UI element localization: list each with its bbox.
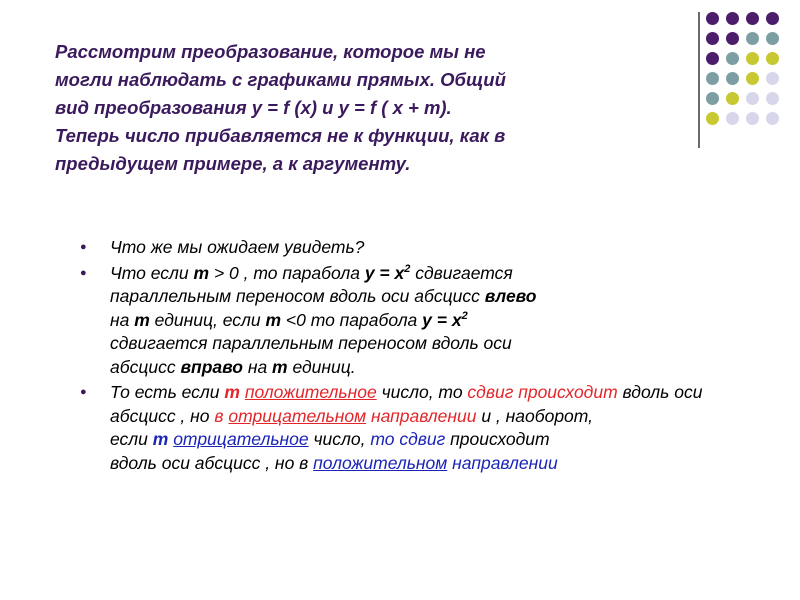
decorative-dot-icon xyxy=(706,12,719,25)
superscript-exponent: 2 xyxy=(461,309,468,322)
decorative-dot-icon xyxy=(766,32,779,45)
highlight-positive: положительном xyxy=(313,452,448,473)
decorative-dot-icon xyxy=(706,92,719,105)
highlight-in: в xyxy=(214,405,229,426)
text-fragment: Что если xyxy=(110,262,194,283)
variable-m: m xyxy=(265,309,282,330)
decorative-dot-icon xyxy=(766,12,779,25)
highlight-shift: сдвиг происходит xyxy=(467,382,618,402)
highlight-positive: положительное xyxy=(244,382,377,402)
highlight-negative: отрицательном xyxy=(228,405,367,426)
text-fragment: сдвигается xyxy=(410,262,513,283)
superscript-exponent: 2 xyxy=(404,262,411,275)
direction-left: влево xyxy=(484,286,537,306)
text-fragment: То есть если xyxy=(110,382,225,402)
decorative-dot-icon xyxy=(706,32,719,45)
decorative-dot-icon xyxy=(766,52,779,65)
bullet-item-question xyxy=(80,236,740,260)
bullet-item-parabola-shift xyxy=(80,262,740,380)
decorative-dot-icon xyxy=(746,72,759,85)
text-fragment: и , наоборот, xyxy=(476,405,594,426)
text-fragment: единиц, если xyxy=(149,309,266,330)
decorative-dot-icon xyxy=(746,12,759,25)
decorative-dot-icon xyxy=(746,52,759,65)
decorative-dot-icon xyxy=(766,72,779,85)
decorative-dot-icon xyxy=(726,32,739,45)
decorative-dot-icon xyxy=(746,32,759,45)
variable-m: m xyxy=(193,262,210,283)
formula-x: x xyxy=(394,262,405,283)
decorative-dot-icon xyxy=(746,112,759,125)
direction-right: вправо xyxy=(180,356,243,377)
formula-x: x xyxy=(451,309,462,330)
text-fragment: абсцисс xyxy=(110,356,181,377)
text-fragment: число, xyxy=(308,429,371,449)
bullet-marker-icon: ● xyxy=(80,266,87,279)
formula-y: y = xyxy=(422,309,447,330)
decorative-dot-icon xyxy=(726,92,739,105)
formula-y: y = xyxy=(364,262,390,283)
text-fragment: если xyxy=(110,429,153,449)
text-fragment: на xyxy=(242,356,273,377)
bullet-item-conclusion xyxy=(80,381,740,475)
decorative-dot-grid xyxy=(706,12,796,132)
decorative-dot-icon xyxy=(706,112,719,125)
bullet-text: Что же мы ожидаем увидеть? xyxy=(110,237,365,257)
highlight-negative: отрицательное xyxy=(173,429,309,449)
text-fragment: <0 то парабола xyxy=(281,309,423,330)
bullet-list xyxy=(80,236,740,477)
text-fragment: вдоль оси абсцисс , но xyxy=(110,382,703,426)
decorative-dot-icon xyxy=(726,12,739,25)
variable-m: m xyxy=(134,309,150,330)
text-fragment: происходит xyxy=(445,429,550,449)
bullet-marker-icon: ● xyxy=(80,386,87,398)
decorative-dot-icon xyxy=(726,112,739,125)
highlight-direction: направлении xyxy=(370,405,477,426)
decorative-divider-line xyxy=(698,12,700,148)
decorative-dot-icon xyxy=(726,52,739,65)
decorative-dot-icon xyxy=(746,92,759,105)
text-fragment: > 0 , то парабола xyxy=(209,262,365,283)
bullet-marker-icon: ● xyxy=(80,241,87,253)
decorative-dot-icon xyxy=(766,112,779,125)
text-fragment: параллельным переносом вдоль оси абсцисс xyxy=(110,286,485,306)
slide-title: Рассмотрим преобразование, которое мы не могли наблюдать с графиками прямых. Общий вид преобразования y = f (x) и y = f ( x + m). Теперь число прибавляется не к функции, как в предыдущем примере, а к аргументу. xyxy=(55,41,506,174)
text-fragment: вдоль оси абсцисс , но в xyxy=(110,452,314,473)
text-fragment: единиц. xyxy=(287,356,356,377)
decorative-dot-icon xyxy=(706,72,719,85)
highlight-direction: направлении xyxy=(452,452,558,473)
text-fragment: число, то xyxy=(376,382,468,402)
variable-m: m xyxy=(224,382,240,402)
decorative-dot-icon xyxy=(706,52,719,65)
decorative-dot-icon xyxy=(766,92,779,105)
variable-m: m xyxy=(272,356,288,377)
text-fragment: на xyxy=(110,309,135,330)
text-fragment: сдвигается параллельным переносом вдоль оси xyxy=(110,333,512,353)
highlight-shift: то сдвиг xyxy=(370,429,446,449)
variable-m: m xyxy=(152,429,169,449)
decorative-dot-icon xyxy=(726,72,739,85)
